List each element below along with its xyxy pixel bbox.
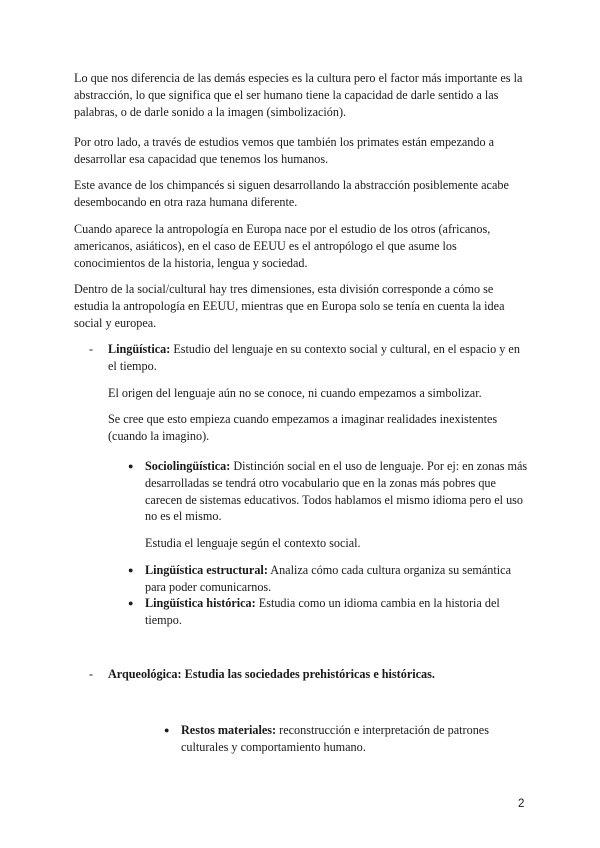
bullet-restos-materiales [181, 722, 511, 756]
paragraph-origen-lenguaje: El origen del lenguaje aún no se conoce, ni cuando empezamos a simbolizar. [108, 386, 482, 400]
term-historica: Lingüística histórica: [145, 596, 256, 610]
text-historica: Estudia como un idioma cambia en la historia del tiempo. [145, 596, 500, 627]
term-linguistica: Lingüística: [108, 342, 171, 356]
item-arqueologica [108, 666, 528, 683]
bullet-historica [145, 595, 528, 629]
term-restos: Restos materiales: [181, 723, 277, 737]
dash-marker-arqueologica: - [89, 667, 94, 681]
paragraph-realidades: Se cree que esto empieza cuando empezamos a imaginar realidades inexistentes (cuando la imagino). [108, 412, 498, 443]
text-sociolinguistica: Distinción social en el uso de lenguaje. Por ej: en zonas más desarrolladas se tendrá otro vocabulario que en la zonas más pobres que carecen de sistemas educativos. Todos hablamos el mismo idioma pero el uso no es el mismo. [145, 459, 528, 524]
text-restos: reconstrucción e interpretación de patrones culturales y comportamiento humano. [181, 723, 489, 754]
page-number: 2 [518, 798, 525, 810]
bullet-sociolinguistica [145, 458, 528, 525]
text-linguistica: Estudio del lenguaje en su contexto social y cultural, en el espacio y en el tiempo. [108, 342, 520, 373]
item-linguistica [108, 341, 528, 375]
text-estructural: Analiza cómo cada cultura organiza su semántica para poder comunicarnos. [145, 563, 511, 594]
paragraph-antropologia: Cuando aparece la antropología en Europa nace por el estudio de los otros (africanos, americanos, asiáticos), en el caso de EEUU es el antropólogo el que asume los conocimientos de la historia, lengua y sociedad. [74, 222, 491, 270]
paragraph-cultura: Lo que nos diferencia de las demás especies es la cultura pero el factor más importante es la abstracción, lo que significa que el ser humano tiene la capacidad de darle sentido a las palabras, o de darle sonido a la imagen (simbolización). [74, 71, 523, 119]
bullet-estructural [145, 562, 528, 596]
paragraph-primates: Por otro lado, a través de estudios vemos que también los primates están empezando a desarrollar esa capacidad que tenemos los humanos. [74, 135, 495, 166]
term-estructural: Lingüística estructural: [145, 563, 268, 577]
paragraph-contexto-social: Estudia el lenguaje según el contexto social. [145, 536, 361, 550]
dash-marker-linguistica: - [89, 342, 94, 356]
paragraph-chimpances: Este avance de los chimpancés si siguen desarrollando la abstracción posiblemente acabe desembocando en otra raza humana diferente. [74, 178, 509, 209]
heading-arqueologica: Arqueológica: Estudia las sociedades prehistóricas e históricas. [108, 667, 435, 681]
paragraph-dimensiones: Dentro de la social/cultural hay tres dimensiones, esta división corresponde a cómo se estudia la antropología en EEUU, mientras que en Europa solo se tenía en cuenta la idea social y europea. [74, 282, 505, 330]
term-sociolinguistica: Sociolingüística: [145, 459, 231, 473]
